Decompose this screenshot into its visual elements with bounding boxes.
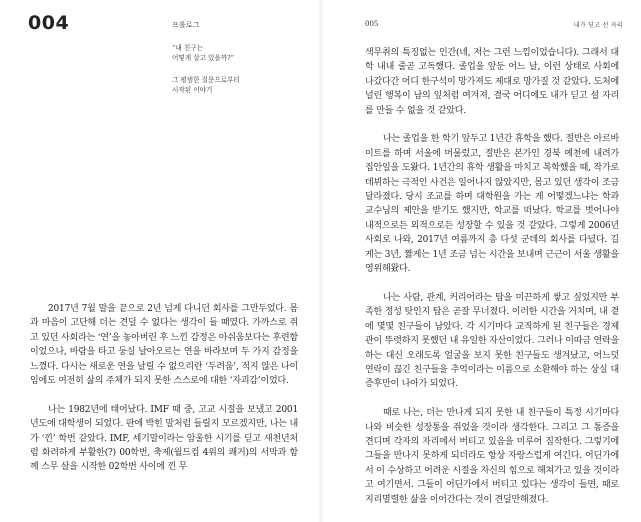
- side-note-line: 어떻게 살고 있을까?”: [172, 54, 235, 62]
- paragraph: 때로 나는, 더는 만나게 되지 못한 내 친구들이 특정 시기마다 나와 비슷한 성장통을 쥐었을 것이라 생각한다. 그리고 그 통증을 견디며 각자의 자리에서 버티고 있음을 미루어 짐작한다. 그렇기에 그들을 만나지 못하게 되더라도 항상 자랑스럽게 여긴다. 어딘가에서 이 수상하고 어려운 시절을 자신의 힘으로 헤쳐가고 있을 것이라고 여기면서. 그들이 어딘가에서 버티고 있다는 생각이 들면, 때로 지리멸렬한 삶을 이어간다는 것이 견딜만해졌다.: [365, 408, 619, 505]
- side-note-line: 그 평범한 질문으로부터: [172, 76, 240, 84]
- running-title: 내가 딛고 선 자리: [573, 22, 623, 29]
- page-number-right: 005: [365, 20, 379, 28]
- page-number-left: 004: [28, 12, 70, 34]
- paragraph: 나는 1982년에 태어났다. IMF 때 중, 고교 시절을 보냈고 2001년도에 대학생이 되었다. 판에 박힌 말처럼 들릴지 모르겠지만, 나는 내가 ‘낀’ 학번 같았다. IMF, 세기말이라는 암울한 시기를 딛고 새천년처럼 화려하게 부활한(?) 00학번, 축제(월드컵 4위의 쾌거)의 서막과 함께 스무 살을 시작한 02학번 사이에 낀 무: [30, 404, 298, 473]
- right-body-text: [365, 46, 619, 507]
- side-note-subtitle: [172, 75, 302, 95]
- paragraph: 2017년 7월 말을 끝으로 2년 넘게 다니던 회사를 그만두었다. 몸과 마음이 고단해 더는 견딜 수 없다는 생각이 들 때였다. 가까스로 쥐고 있던 사회라는 ‘연’을 놓아버린 후 느낀 감정은 아쉬움보다는 후련함이었으나, 바람을 타고 둥실 날아오르는 연을 바라보며 두 가지 감정을 느꼈다. 다시는 새로운 연을 날릴 수 없으리란 ‘두려움’, 적지 않은 나이임에도 여전히 삶의 주체가 되지 못한 스스로에 대한 ‘자괴감’이었다.: [30, 304, 298, 387]
- paragraph: 색무취의 특징없는 인간(네, 저는 그런 느낌이었습니다). 그래서 대학 내내 줄곧 고독했다. 졸업을 앞둔 어느 날, 이런 상태로 사회에 나갔다간 어디 한구석이 망가져도 제대로 망가질 것 같았다. 도처에 널린 행복이 남의 잎처럼 여겨져, 결국 어디에도 내가 딛고 설 자리를 만들 수 없을 것 같았다.: [365, 48, 619, 116]
- left-page: [0, 0, 320, 522]
- paragraph: 나는 사람, 관계, 커리어라는 탑을 미끈하게 쌓고 싶었지만 부족한 정성 탓인지 탑은 곧잘 무너졌다. 이러한 시간을 거치며, 내 곁에 몇몇 친구들이 남았다. 각 시기마다 교직하게 된 친구들은 경제관이 뚜렷하지 못했던 내 유일한 자산이었다. 그러나 이따금 연락을 하는 대신 오래도록 얼굴을 보지 못한 친구들도 생겨났고, 어느덧 연락이 끊긴 친구들을 추억이라는 이름으로 소환해야 하는 상실 대 증후만이 나아가 되었다.: [365, 292, 619, 390]
- side-note-line: “내 친구는: [172, 44, 203, 52]
- side-note-line: 시작된 이야기: [172, 86, 213, 94]
- section-label: 프롤로그: [172, 21, 200, 29]
- paragraph: 나는 졸업을 한 학기 앞두고 1년간 휴학을 했다. 절반은 아르바이트를 하며 서울에 머물렀고, 절반은 본가인 경북 예천에 내려가 집안일을 도왔다. 1년간의 휴학 생활을 마치고 복학했을 때, 작가로 데뷔하는 극적인 사건은 일어나지 않았지만, 몸고 있던 생각이 조금 달라졌다. 당시 조교를 하며 대학원을 가는 게 어떻겠느냐는 학과 교수님의 제안을 받기도 했지만, 학교를 떠났다. 학교를 벗어나야 내적으로든 외적으로든 성장할 수 있을 것 같았다. 그렇게 2006년 사회로 나와, 2017년 여름까지 총 다섯 군데의 회사를 다녔다. 길게는 3년, 짧게는 1년 조금 넘는 시간을 보내며 근근이 서울 생활을 영위해왔다.: [365, 134, 619, 275]
- right-page: [321, 0, 641, 522]
- side-note-question: [172, 43, 302, 63]
- left-body-text: [30, 302, 298, 475]
